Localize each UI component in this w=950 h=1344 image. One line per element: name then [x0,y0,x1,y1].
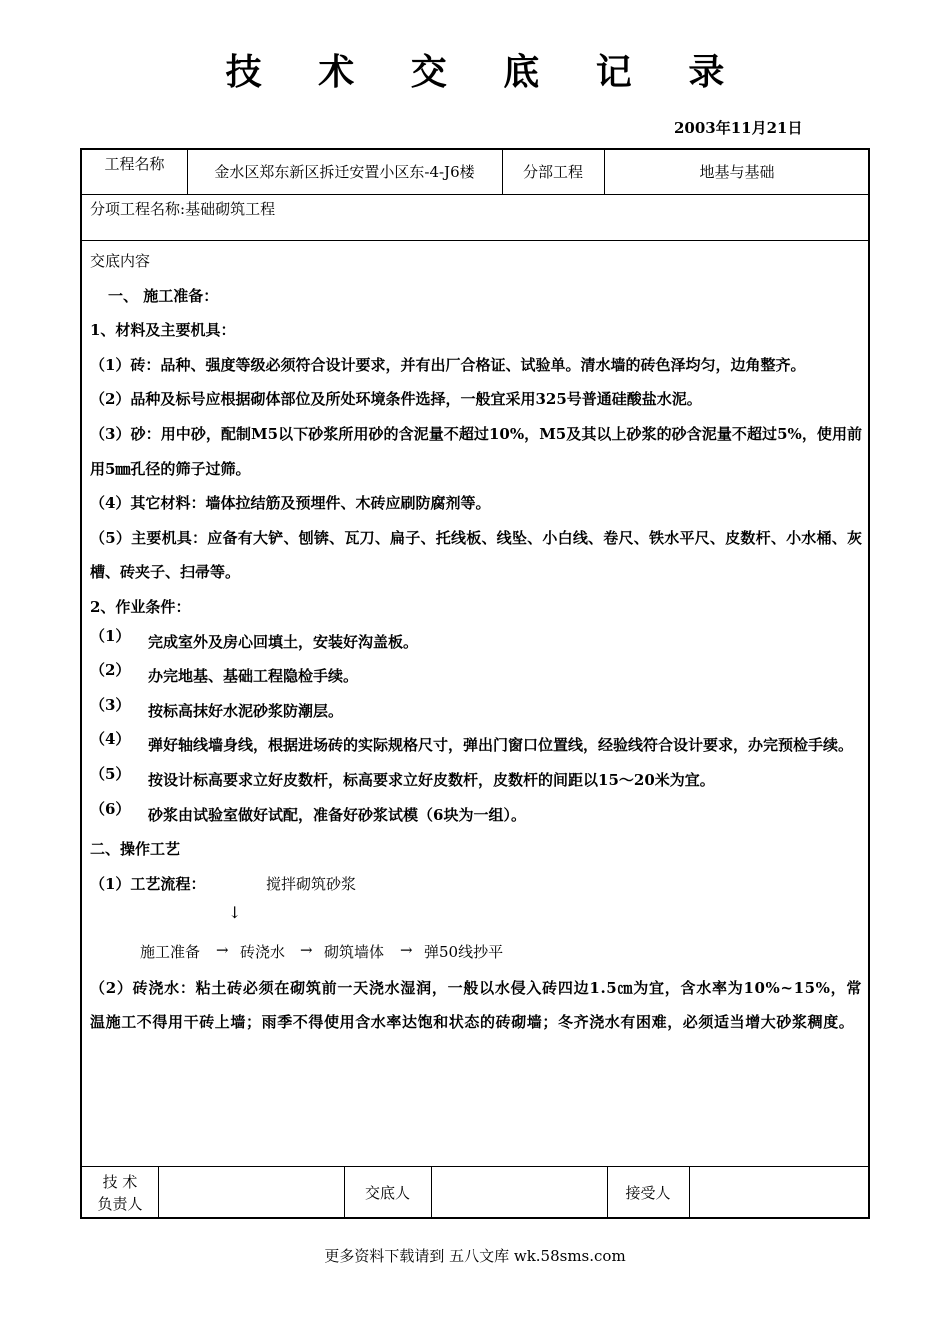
row-divider [82,194,868,195]
material-item: （5）主要机具：应备有大铲、刨锛、瓦刀、扁子、托线板、线坠、小白线、卷尺、铁水平尺、皮数杆、小水桶、灰槽、砖夹子、扫帚等。 [90,528,862,582]
division-value: 地基与基础 [699,163,775,181]
condition-text: 弹好轴线墙身线，根据进场砖的实际规格尺寸，弹出门窗口位置线，经验线符合设计要求，办完预检手续。 [148,736,854,755]
material-item: （4）其它材料：墙体拉结筋及预埋件、木砖应刷防腐剂等。 [90,494,491,513]
tech-lead-label [82,1168,158,1218]
footer-note: 更多资料下载请到 五八文库 wk.58sms.com [324,1247,626,1265]
tech-lead-signature[interactable] [158,1168,344,1218]
condition-item [90,798,862,833]
project-name-label: 工程名称 [104,155,165,173]
discloser-label: 交底人 [364,1184,410,1202]
tech-lead-label-line1: 技 术 [102,1173,138,1191]
right-arrow-icon: → [216,940,229,959]
subitem-name [90,196,275,222]
process-flow [90,867,862,971]
row-divider [82,240,868,241]
condition-number: （2） [90,661,131,680]
condition-text: 按标高抹好水泥砂浆防潮层。 [148,701,344,720]
condition-number: （1） [90,626,131,645]
content-heading: 交底内容 [90,252,151,270]
disclosure-table [80,148,870,1219]
receiver-label: 接受人 [625,1184,671,1202]
document-title: 技 术 交 底 记 录 [225,52,747,93]
disclosure-content [90,244,862,1040]
document-date: 2003年11月21日 [674,119,803,137]
right-arrow-icon: → [400,940,413,959]
subsection-conditions: 2、作业条件： [90,597,191,616]
subitem-value: 基础砌筑工程 [185,200,276,218]
division-label: 分部工程 [522,163,583,181]
right-arrow-icon: → [300,940,313,959]
subitem-label: 分项工程名称: [90,200,186,218]
flow-step: 施工准备 [140,942,201,961]
flow-step: 弹50线抄平 [424,942,504,961]
row-divider [82,1166,868,1167]
condition-item [90,763,862,798]
receiver-signature[interactable] [689,1168,870,1218]
section-preparation: 一、 施工准备： [108,286,219,305]
discloser-signature[interactable] [431,1168,607,1218]
condition-number: （3） [90,695,131,714]
condition-item [90,694,862,729]
flow-step: 砌筑墙体 [324,942,385,961]
flow-step: 砖浇水 [240,942,286,961]
material-item: （2）品种及标号应根据砌体部位及所处环境条件选择，一般宜采用325号普通硅酸盐水泥。 [90,390,702,409]
condition-text: 砂浆由试验室做好试配，准备好砂浆试模（6块为一组）。 [148,805,526,824]
condition-number: （5） [90,764,131,783]
flow-label: （1）工艺流程： [90,874,206,893]
tech-lead-label-line2: 负责人 [97,1195,143,1213]
subsection-materials: 1、材料及主要机具： [90,321,236,340]
section-operation: 二、操作工艺 [90,840,181,859]
watering-instruction: （2）砖浇水：粘土砖必须在砌筑前一天浇水湿润，一般以水侵入砖四边1.5㎝为宜，含水率为10%~15%，常温施工不得用干砖上墙；雨季不得使用含水率达饱和状态的砖砌墙；冬齐浇水有困难，必须适当增大砂浆稠度。 [90,978,862,1032]
flow-top-step: 搅拌砌筑砂浆 [266,874,357,893]
condition-item [90,625,862,660]
down-arrow-icon: ↓ [228,902,242,922]
condition-text: 办完地基、基础工程隐检手续。 [148,667,359,686]
condition-item [90,659,862,694]
condition-item [90,728,862,763]
condition-number: （6） [90,799,131,818]
condition-text: 完成室外及房心回填土，安装好沟盖板。 [148,632,419,651]
material-item: （1）砖：品种、强度等级必须符合设计要求，并有出厂合格证、试验单。清水墙的砖色泽均匀，边角整齐。 [90,355,806,374]
condition-text: 按设计标高要求立好皮数杆，标高要求立好皮数杆，皮数杆的间距以15～20米为宜。 [148,770,715,789]
material-item: （3）砂：用中砂，配制M5以下砂浆所用砂的含泥量不超过10%，M5及其以上砂浆的砂含泥量不超过5%，使用前用5㎜孔径的筛子过筛。 [90,424,862,478]
project-name-value: 金水区郑东新区拆迁安置小区东-4-J6楼 [214,163,475,181]
condition-number: （4） [90,730,131,749]
